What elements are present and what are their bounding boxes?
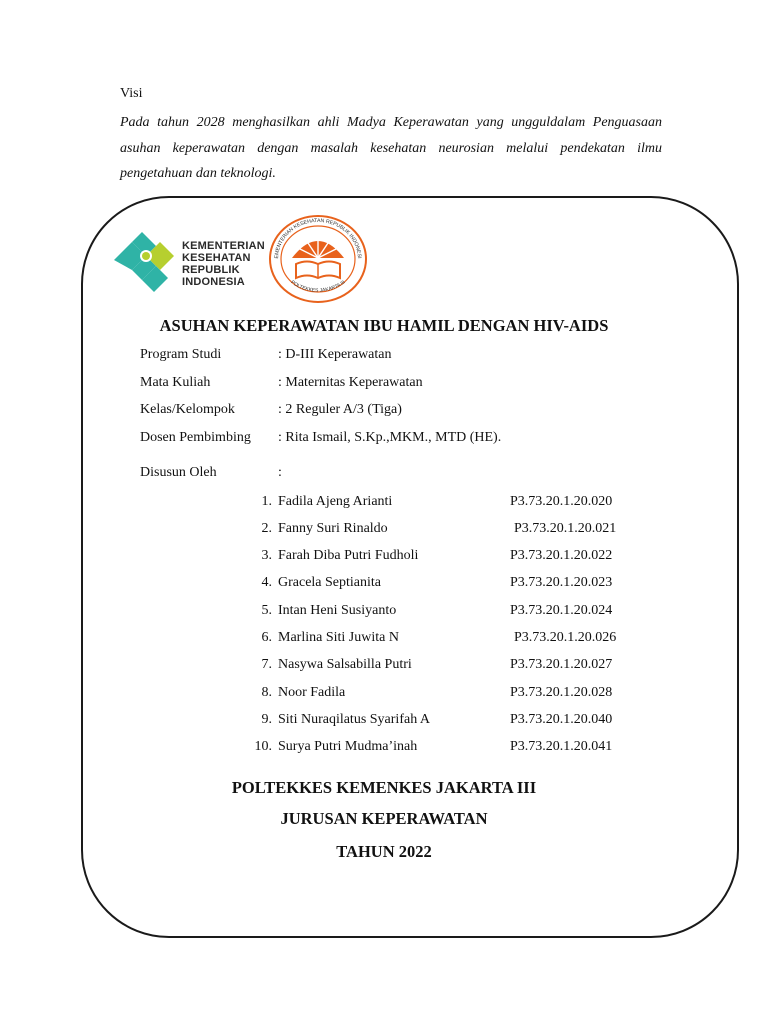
visi-label: Visi	[120, 86, 143, 101]
footer-year: TAHUN 2022	[336, 842, 432, 861]
poltekkes-seal-icon	[268, 214, 368, 304]
footer-department: JURUSAN KEPERAWATAN	[280, 809, 488, 828]
document-title: ASUHAN KEPERAWATAN IBU HAMIL DENGAN HIV-AIDS	[159, 316, 609, 335]
svg-text:POLTEKKES JAKARTA III: POLTEKKES JAKARTA III	[289, 279, 347, 294]
kemenkes-emblem-icon	[106, 220, 180, 300]
svg-text:KEMENTERIAN KESEHATAN REPUBLIK: EMENTERIAN KESEHATAN REPUBLIK INDONESI	[273, 217, 363, 259]
kemenkes-logo	[106, 220, 264, 300]
visi-text: Pada tahun 2028 menghasilkan ahli Madya Keperawatan yang ungguldalam Penguasaan asuhan keperawatan dengan masalah kesehatan neurosian melalui pendekatan ilmu pengetahuan dan teknologi.	[120, 115, 662, 181]
footer-institution: POLTEKKES KEMENKES JAKARTA III	[231, 778, 537, 797]
kemenkes-wordmark: KEMENTERIAN KESEHATAN REPUBLIK INDONESIA	[182, 240, 265, 288]
